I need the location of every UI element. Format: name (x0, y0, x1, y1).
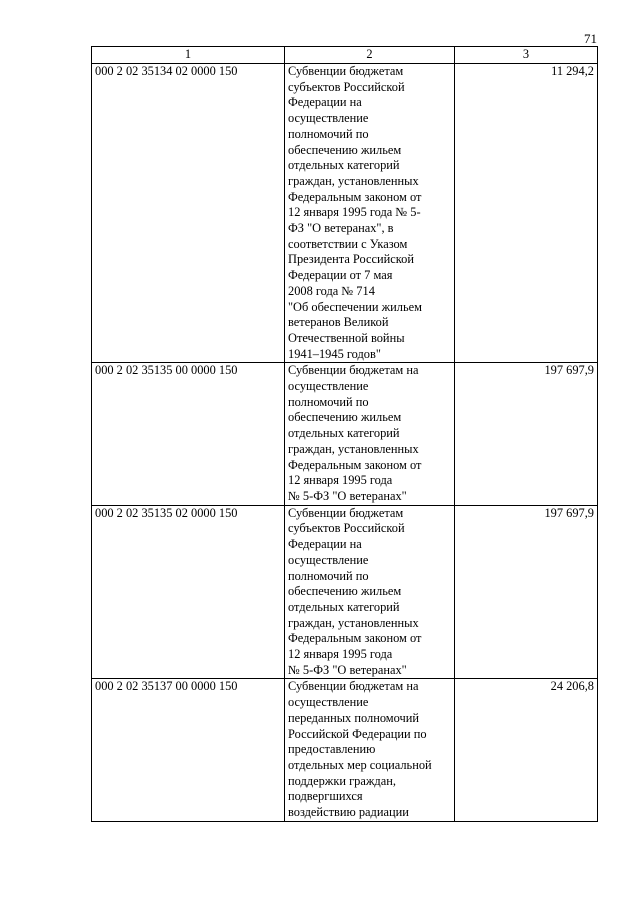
table-row (92, 505, 598, 679)
row-code: 000 2 02 35137 00 0000 150 (92, 679, 285, 821)
table-row (92, 363, 598, 505)
row-code: 000 2 02 35135 02 0000 150 (92, 505, 285, 679)
row-name: Субвенции бюджетам субъектов Российской Федерации на осуществление полномочий по обеспечению жильем отдельных категорий граждан, установленных Федеральным законом от 12 января 1995 года № 5-ФЗ "О ветеранах" (285, 505, 455, 679)
row-code: 000 2 02 35134 02 0000 150 (92, 64, 285, 363)
row-name: Субвенции бюджетам на осуществление полномочий по обеспечению жильем отдельных категорий граждан, установленных Федеральным законом от 12 января 1995 года № 5-ФЗ "О ветеранах" (285, 363, 455, 505)
row-amount: 197 697,9 (455, 505, 598, 679)
page-number: 71 (584, 31, 597, 46)
row-name: Субвенции бюджетам субъектов Российской Федерации на осуществление полномочий по обеспечению жильем отдельных категорий граждан, установленных Федеральным законом от 12 января 1995 года № 5- ФЗ "О ветеранах", в соответствии с Указом Президента Российской Федерации от 7 мая 2008 года № 714 "Об обеспечении жильем ветеранов Великой Отечественной войны 1941–1945 годов" (285, 64, 455, 363)
column-header-amount: 3 (455, 47, 598, 64)
row-amount: 24 206,8 (455, 679, 598, 821)
table-header-row (92, 47, 598, 64)
column-header-code: 1 (92, 47, 285, 64)
row-code: 000 2 02 35135 00 0000 150 (92, 363, 285, 505)
table-row (92, 679, 598, 821)
column-header-name: 2 (285, 47, 455, 64)
budget-table (91, 46, 598, 822)
row-amount: 11 294,2 (455, 64, 598, 363)
table-row (92, 64, 598, 363)
row-name: Субвенции бюджетам на осуществление переданных полномочий Российской Федерации по предоставлению отдельных мер социальной поддержки граждан, подвергшихся воздействию радиации (285, 679, 455, 821)
row-amount: 197 697,9 (455, 363, 598, 505)
